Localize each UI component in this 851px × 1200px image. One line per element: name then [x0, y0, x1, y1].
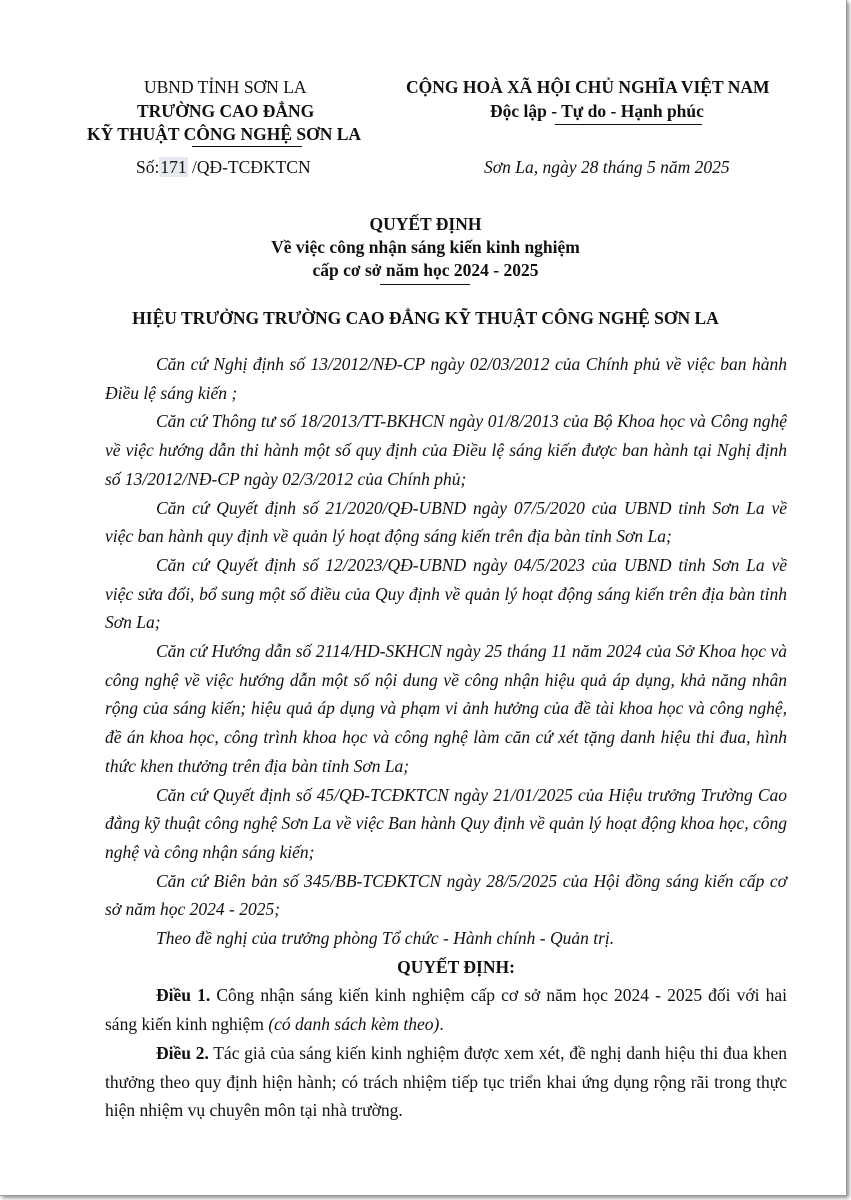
article-2-label: Điều 2. — [156, 1042, 209, 1063]
basis-4: Căn cứ Quyết định số 12/2023/QĐ-UBND ngày 04/5/2023 của UBND tỉnh Sơn La về việc sửa đổi, bổ sung một số điều của Quy định về quản lý hoạt động sáng kiến trên địa bàn tỉnh Sơn La; — [105, 554, 787, 633]
motto-underline — [555, 124, 702, 125]
org-line-1: UBND TỈNH SƠN LA — [144, 77, 307, 97]
article-1 — [105, 981, 787, 1038]
decision-title: QUYẾT ĐỊNH — [369, 214, 482, 234]
document-body — [105, 350, 787, 1125]
document-number — [136, 157, 311, 178]
issuer-title: HIỆU TRƯỞNG TRƯỜNG CAO ĐẲNG KỸ THUẬT CÔNG NGHỆ SƠN LA — [132, 308, 719, 328]
number-prefix: Số: — [136, 157, 160, 177]
org-line-3: KỸ THUẬT CÔNG NGHỆ SƠN LA — [87, 124, 362, 144]
nation-title: CỘNG HOÀ XÃ HỘI CHỦ NGHĨA VIỆT NAM — [406, 77, 770, 97]
article-1-italic: (có danh sách kèm theo) — [268, 1014, 440, 1035]
subtitle-underline — [380, 284, 470, 285]
number-value: 171 — [160, 157, 187, 177]
basis-3: Căn cứ Quyết định số 21/2020/QĐ-UBND ngày 07/5/2020 của UBND tỉnh Sơn La về việc ban hành quy định về quản lý hoạt động sáng kiến trên địa bàn tỉnh Sơn La; — [105, 497, 787, 547]
basis-8: Theo đề nghị của trưởng phòng Tổ chức - Hành chính - Quản trị. — [156, 928, 615, 949]
number-suffix: /QĐ-TCĐKTCN — [187, 157, 311, 177]
article-1-text: Công nhận sáng kiến kinh nghiệm cấp cơ sở năm học 2024 - 2025 đối với hai sáng kiến kinh nghiệm — [105, 985, 788, 1035]
org-underline — [192, 146, 302, 147]
org-line-2: TRƯỜNG CAO ĐẲNG — [137, 101, 315, 121]
article-2 — [105, 1039, 787, 1125]
nation-motto: Độc lập - Tự do - Hạnh phúc — [490, 101, 704, 121]
basis-2: Căn cứ Thông tư số 18/2013/TT-BKHCN ngày 01/8/2013 của Bộ Khoa học và Công nghệ về việc hướng dẫn thi hành một số quy định của Điều lệ sáng kiến được ban hành tại Nghị định số 13/2012/NĐ-CP ngày 02/3/2012 của Chính phủ; — [105, 411, 787, 489]
place-date: Sơn La, ngày 28 tháng 5 năm 2025 — [484, 157, 730, 177]
basis-1: Căn cứ Nghị định số 13/2012/NĐ-CP ngày 02/03/2012 của Chính phủ về việc ban hành Điều lệ sáng kiến ; — [105, 354, 787, 403]
article-1-end: . — [439, 1014, 444, 1035]
decision-subtitle-2: cấp cơ sở năm học 2024 - 2025 — [312, 260, 539, 280]
decides-heading: QUYẾT ĐỊNH: — [397, 956, 515, 977]
article-2-text: Tác giả của sáng kiến kinh nghiệm được xem xét, đề nghị danh hiệu thi đua khen thưởng theo quy định hiện hành; có trách nhiệm tiếp tục triển khai ứng dụng rộng rãi trong thực hiện nhiệm vụ chuyên môn tại nhà trường. — [105, 1042, 788, 1121]
basis-5: Căn cứ Hướng dẫn số 2114/HD-SKHCN ngày 25 tháng 11 năm 2024 của Sở Khoa học và công nghệ về việc hướng dẫn một số nội dung về công nhận hiệu quả áp dụng, khả năng nhân rộng của sáng kiến; hiệu quả áp dụng và phạm vi ảnh hưởng của đề tài khoa học và công nghệ, đề án khoa học, công trình khoa học và công nghệ làm căn cứ xét tặng danh hiệu thi đua, hình thức khen thưởng trên địa bàn tỉnh Sơn La; — [105, 641, 787, 776]
basis-6: Căn cứ Quyết định số 45/QĐ-TCĐKTCN ngày 21/01/2025 của Hiệu trưởng Trường Cao đẳng kỹ thuật công nghệ Sơn La về việc Ban hành Quy định về quản lý hoạt động khoa học, công nghệ và công nhận sáng kiến; — [105, 784, 787, 862]
article-1-label: Điều 1. — [156, 985, 211, 1006]
decision-subtitle-1: Về việc công nhận sáng kiến kinh nghiệm — [271, 237, 580, 257]
basis-7: Căn cứ Biên bản số 345/BB-TCĐKTCN ngày 28/5/2025 của Hội đồng sáng kiến cấp cơ sở năm học 2024 - 2025; — [105, 870, 787, 920]
